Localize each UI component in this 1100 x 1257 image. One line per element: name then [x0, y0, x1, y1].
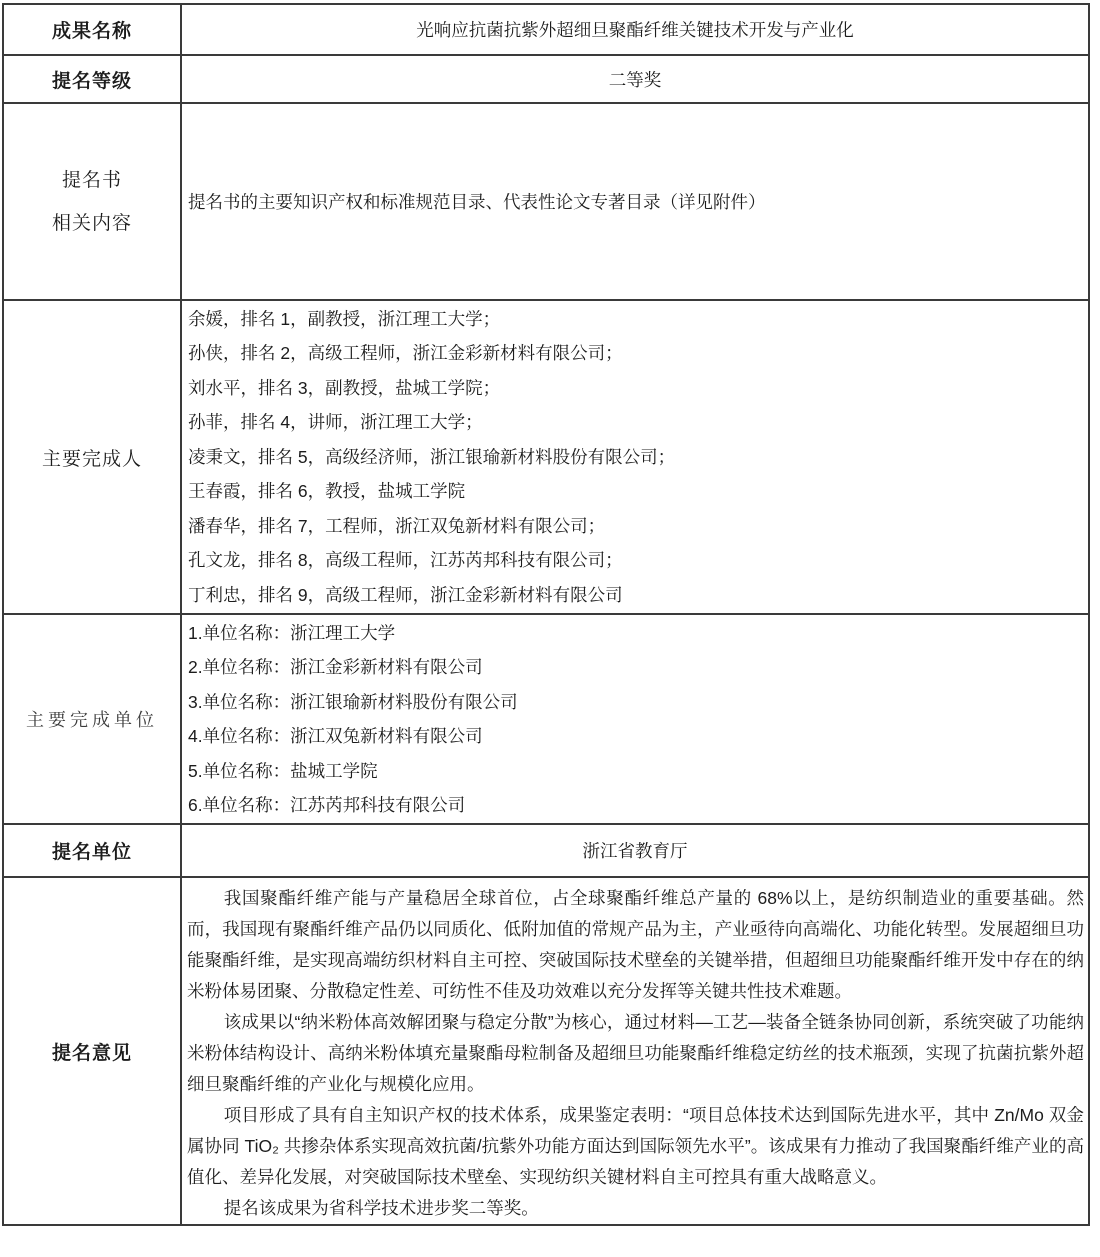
nomination-book-label-line1: 提名书: [61, 169, 122, 191]
unit-item: 3.单位名称：浙江银瑜新材料股份有限公司: [188, 691, 518, 712]
opinion-paragraph: 项目形成了具有自主知识产权的技术体系，成果鉴定表明：“项目总体技术达到国际先进水平，其中 Zn/Mo 双金属协同 TiO₂ 共掺杂体系实现高效抗菌/抗紫外功能方面达到国际领先水平”。该成果有力推动了我国聚酯纤维产业的高值化、差异化发展，对突破国际技术壁垒、实现纺织关键材料自主可控具有重大战略意义。: [187, 1105, 1084, 1187]
row-main-units: [4, 613, 1088, 823]
unit-item: 5.单位名称：盐城工学院: [188, 760, 378, 781]
row-nomination-level: [4, 54, 1088, 102]
achievement-name-label: 成果名称: [4, 5, 182, 54]
main-contributors-label: 主要完成人: [4, 301, 182, 613]
opinion-paragraph: 我国聚酯纤维产能与产量稳居全球首位，占全球聚酯纤维总产量的 68%以上，是纺织制造业的重要基础。然而，我国现有聚酯纤维产品仍以同质化、低附加值的常规产品为主，产业亟待向高端化、功能化转型。发展超细旦功能聚酯纤维，是实现高端纺织材料自主可控、突破国际技术壁垒的关键举措，但超细旦功能聚酯纤维开发中存在的纳米粉体易团聚、分散稳定性差、可纺性不佳及功效难以充分发挥等关键共性技术难题。: [187, 888, 1084, 1001]
nomination-level-value: 二等奖: [608, 69, 662, 90]
contributor-item: 丁利忠，排名 9，高级工程师，浙江金彩新材料有限公司: [188, 584, 623, 605]
nomination-book-value: 提名书的主要知识产权和标准规范目录、代表性论文专著目录（详见附件）: [188, 192, 766, 212]
contributor-item: 余媛，排名 1，副教授，浙江理工大学；: [188, 308, 501, 329]
nomination-book-label-line2: 相关内容: [51, 212, 132, 234]
main-units-list: [182, 615, 1088, 823]
nomination-form-table: [2, 3, 1090, 1226]
row-nominating-unit: [4, 823, 1088, 876]
contributor-item: 孔文龙，排名 8，高级工程师，江苏芮邦科技有限公司；: [188, 550, 623, 571]
contributor-item: 凌秉文，排名 5，高级经济师，浙江银瑜新材料股份有限公司；: [188, 446, 676, 467]
contributor-item: 潘春华，排名 7，工程师，浙江双兔新材料有限公司；: [188, 515, 606, 536]
row-achievement-name: [4, 5, 1088, 54]
row-main-contributors: [4, 299, 1088, 613]
row-nomination-book: [4, 102, 1088, 299]
contributor-item: 王春霞，排名 6，教授，盐城工学院: [188, 481, 466, 502]
achievement-name-value: 光响应抗菌抗紫外超细旦聚酯纤维关键技术开发与产业化: [416, 20, 854, 40]
contributor-item: 孙菲，排名 4，讲师，浙江理工大学；: [188, 412, 483, 433]
opinion-paragraph: 提名该成果为省科学技术进步奖二等奖。: [223, 1198, 539, 1218]
unit-item: 6.单位名称：江苏芮邦科技有限公司: [188, 795, 466, 815]
nominating-unit-value: 浙江省教育厅: [582, 841, 688, 861]
unit-item: 4.单位名称：浙江双兔新材料有限公司: [188, 726, 483, 746]
nomination-opinion-label: 提名意见: [4, 878, 182, 1224]
nomination-opinion-text: [182, 878, 1088, 1224]
opinion-paragraph: 该成果以“纳米粉体高效解团聚与稳定分散”为核心，通过材料—工艺—装备全链条协同创新，系统突破了功能纳米粉体结构设计、高纳米粉体填充量聚酯母粒制备及超细旦功能聚酯纤维稳定纺丝的技术瓶颈，实现了抗菌抗紫外超细旦聚酯纤维的产业化与规模化应用。: [187, 1012, 1084, 1094]
main-units-label: 主要完成单位: [4, 615, 182, 823]
nominating-unit-label: 提名单位: [4, 825, 182, 876]
main-contributors-list: [182, 301, 1088, 613]
unit-item: 1.单位名称：浙江理工大学: [188, 622, 396, 643]
contributor-item: 刘水平，排名 3，副教授，盐城工学院；: [188, 377, 501, 398]
row-nomination-opinion: [4, 876, 1088, 1224]
nomination-level-label: 提名等级: [4, 56, 182, 102]
nomination-book-label: [4, 104, 182, 299]
unit-item: 2.单位名称：浙江金彩新材料有限公司: [188, 657, 483, 677]
contributor-item: 孙侠，排名 2，高级工程师，浙江金彩新材料有限公司；: [188, 343, 623, 364]
